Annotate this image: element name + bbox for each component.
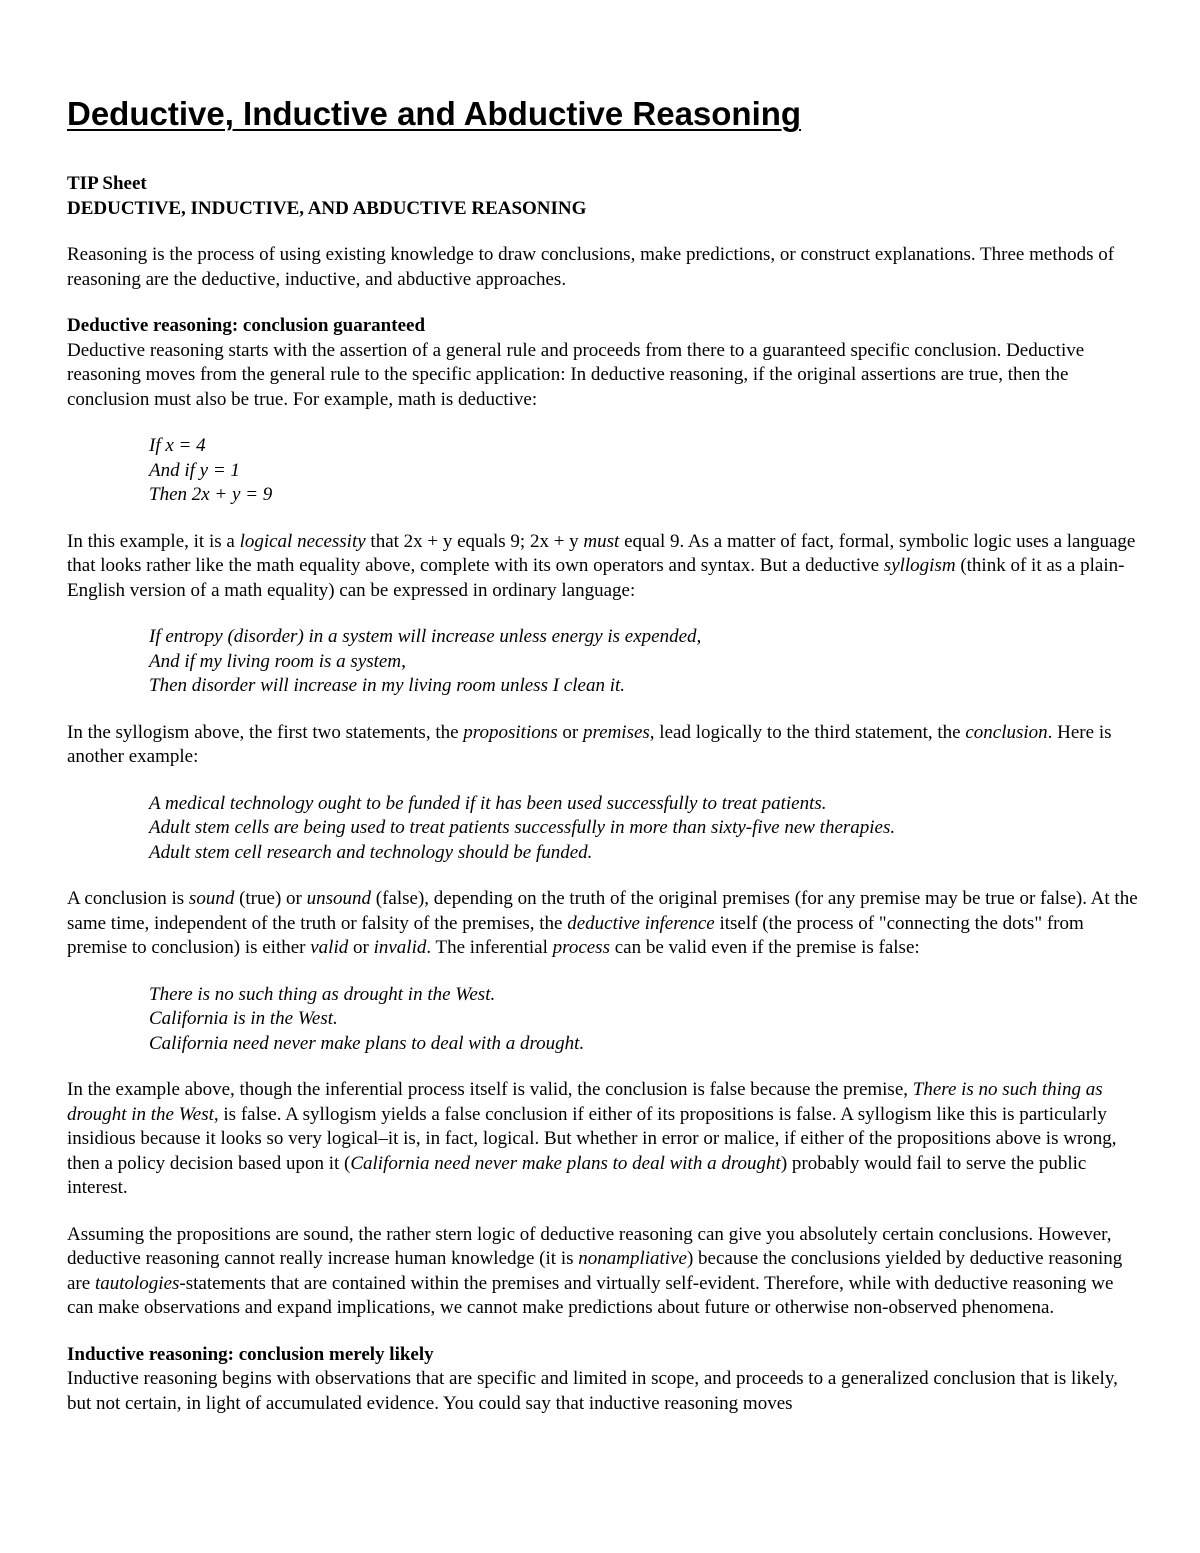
stem-cell-example — [149, 792, 1142, 866]
nonampliative-paragraph: Assuming the propositions are sound, the rather stern logic of deductive reasoning can give you absolutely certain conclusions. However, deductive reasoning cannot really increase human knowledge (it is nonampliative) because the conclusions yielded by deductive reasoning are tautologies-statements that are contained within the premises and virtually self-evident. Therefore, while with deductive reasoning we can make observations and expand implications, we cannot make predictions about future or otherwise non-observed phenomena. — [67, 1223, 1123, 1318]
example-line: California is in the West. — [149, 1008, 338, 1029]
example-line: And if y = 1 — [149, 459, 240, 481]
tip-heading: DEDUCTIVE, INDUCTIVE, AND ABDUCTIVE REASONING — [67, 197, 587, 219]
example-line: A medical technology ought to be funded if it has been used successfully to treat patients. — [149, 792, 827, 814]
tip-sheet-header — [67, 172, 1142, 221]
example-line: If entropy (disorder) in a system will increase unless energy is expended, — [149, 626, 702, 647]
page-title: Deductive, Inductive and Abductive Reasoning — [67, 95, 802, 132]
example-line: California need never make plans to deal with a drought. — [149, 1032, 585, 1054]
intro-paragraph: Reasoning is the process of using existing knowledge to draw conclusions, make predictions, or construct explanations. Three methods of reasoning are the deductive, inductive, and abductive approaches. — [67, 244, 1115, 290]
inductive-body: Inductive reasoning begins with observations that are specific and limited in scope, and proceeds to a generalized conclusion that is likely, but not certain, in light of accumulated evidence. You could say that inductive reasoning moves — [67, 1368, 1118, 1414]
example-line: Adult stem cells are being used to treat patients successfully in more than sixty-five new therapies. — [149, 817, 896, 838]
example-line: And if my living room is a system, — [149, 650, 406, 672]
example-line: There is no such thing as drought in the West. — [149, 983, 496, 1005]
example-line: If x = 4 — [149, 435, 206, 456]
syllogism-paragraph: In the syllogism above, the first two statements, the propositions or premises, lead logically to the third statement, the conclusion. Here is another example: — [67, 721, 1112, 767]
document-page — [67, 92, 1142, 1438]
tip-label: TIP Sheet — [67, 173, 147, 194]
example-line: Then disorder will increase in my living room unless I clean it. — [149, 675, 626, 696]
sound-unsound-paragraph: A conclusion is sound (true) or unsound (false), depending on the truth of the original premises (for any premise may be true or false). At the same time, independent of the truth or falsity of the premises, the deductive inference itself (the process of "connecting the dots" from premise to conclusion) is either valid or invalid. The inferential process can be valid even if the premise is false: — [67, 888, 1138, 958]
entropy-example — [149, 625, 1142, 699]
inductive-heading: Inductive reasoning: conclusion merely likely — [67, 1343, 434, 1365]
example-line: Adult stem cell research and technology should be funded. — [149, 841, 593, 863]
logical-necessity-paragraph: In this example, it is a logical necessity that 2x + y equals 9; 2x + y must equal 9. As a matter of fact, formal, symbolic logic uses a language that looks rather like the math equality above, complete with its own operators and syntax. But a deductive syllogism (think of it as a plain-English version of a math equality) can be expressed in ordinary language: — [67, 530, 1136, 601]
deductive-heading: Deductive reasoning: conclusion guaranteed — [67, 315, 426, 336]
false-premise-paragraph: In the example above, though the inferential process itself is valid, the conclusion is false because the premise, There is no such thing as drought in the West, is false. A syllogism yields a false conclusion if either of its propositions is false. A syllogism like this is particularly insidious because it looks so very logical–it is, in fact, logical. But whether in error or malice, if either of the propositions above is wrong, then a policy decision based upon it (California need never make plans to deal with a drought) probably would fail to serve the public interest. — [67, 1079, 1117, 1198]
example-line: Then 2x + y = 9 — [149, 484, 273, 505]
deductive-body: Deductive reasoning starts with the assertion of a general rule and proceeds from there to a guaranteed specific conclusion. Deductive reasoning moves from the general rule to the specific application: In deductive reasoning, if the original assertions are true, then the conclusion must also be true. For example, math is deductive: — [67, 339, 1085, 410]
math-example — [149, 434, 1142, 508]
drought-example — [149, 983, 1142, 1057]
